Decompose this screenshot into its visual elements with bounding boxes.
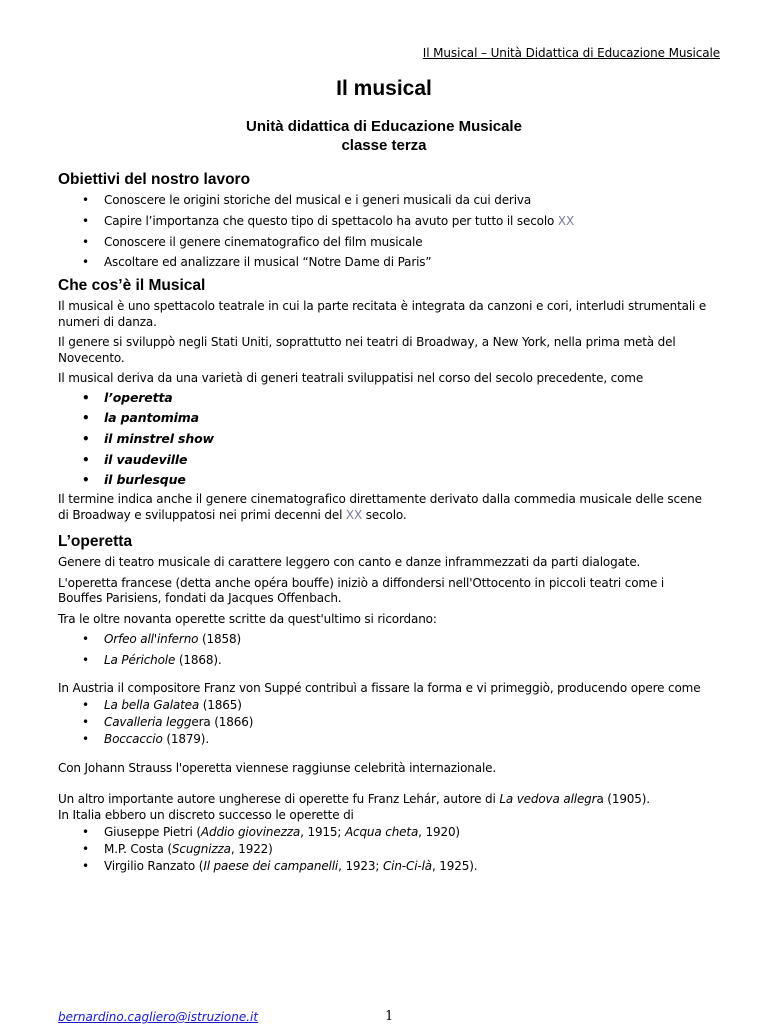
list-item: • la pantomima [58,410,708,426]
list-item: • Capire l’importanza che questo tipo di spettacolo ha avuto per tutto il secolo XX [58,214,708,230]
paragraph: Un altro importante autore ungherese di operette fu Franz Lehár, autore di La vedova allegra (1905). [58,791,650,806]
paragraph: Il genere si sviluppò negli Stati Uniti, soprattutto nei teatri di Broadway, a New York, nella prima metà del Novecento. [58,335,676,365]
offenbach-list [58,632,708,668]
list-item: • M.P. Costa (Scugnizza, 1922) [58,842,708,858]
footer-email-link[interactable]: bernardino.cagliero@istruzione.it [58,1010,259,1024]
list-item: • La Périchole (1868). [58,653,708,669]
paragraph: L'operetta francese (detta anche opéra bouffe) iniziò a diffondersi nell'Ottocento in piccoli teatri come i Bouffes Parisiens, fondati da Jacques Offenbach. [58,575,665,606]
list-item: • Giuseppe Pietri (Addio giovinezza, 1915; Acqua cheta, 1920) [58,825,708,841]
italian-list [58,825,708,875]
list-item: • il minstrel show [58,431,708,447]
list-item: • Virgilio Ranzato (Il paese dei campanelli, 1923; Cin-Ci-là, 1925). [58,859,708,875]
list-item: • Boccaccio (1879). [58,732,708,748]
paragraph: In Italia ebbero un discreto successo le operette di [58,808,354,823]
page-title: Il musical [336,77,432,100]
heading-obiettivi: Obiettivi del nostro lavoro [58,171,251,188]
subtitle-line-1: Unità didattica di Educazione Musicale [246,118,522,135]
heading-operetta: L’operetta [58,533,133,551]
list-item: • Conoscere il genere cinematografico del film musicale [58,235,708,251]
running-header: Il Musical – Unità Didattica di Educazione Musicale [422,46,720,60]
list-item: • Cavalleria leggera (1866) [58,715,708,731]
document-body [58,170,708,876]
objectives-list [58,193,708,271]
paragraph: Il musical è uno spettacolo teatrale in cui la parte recitata è integrata da canzoni e cori, interludi strumentali e numeri di danza. [58,299,707,329]
genres-list [58,390,708,489]
paragraph: Il musical deriva da una varietà di generi teatrali sviluppatisi nel corso del secolo precedente, come [58,371,644,386]
suppe-list [58,698,708,748]
paragraph: Tra le oltre novanta operette scritte da quest'ultimo si ricordano: [58,611,437,626]
list-item: • il vaudeville [58,452,708,468]
list-item: • La bella Galatea (1865) [58,698,708,714]
paragraph: Con Johann Strauss l'operetta viennese raggiunse celebrità internazionale. [58,761,497,776]
paragraph: Il termine indica anche il genere cinematografico direttamente derivato dalla commedia musicale delle scene di Broadway e sviluppatosi nei primi decenni del XX secolo. [58,492,702,522]
list-item: • Orfeo all'inferno (1858) [58,632,708,648]
list-item: • l’operetta [58,390,708,406]
century-label: XX [557,213,575,228]
paragraph: In Austria il compositore Franz von Suppé contribuì a fissare la forma e vi primeggiò, producendo opere come [58,681,701,696]
century-label: XX [345,507,363,522]
heading-che-cose: Che cos’è il Musical [58,277,206,295]
list-item: • Conoscere le origini storiche del musical e i generi musicali da cui deriva [58,193,708,209]
list-item: • il burlesque [58,472,708,488]
page-number: 1 [385,1009,394,1024]
subtitle-line-2: classe terza [341,137,427,154]
paragraph: Genere di teatro musicale di carattere leggero con canto e danze inframmezzati da parti dialogate. [58,555,641,570]
list-item: • Ascoltare ed analizzare il musical “Notre Dame di Paris” [58,255,708,271]
